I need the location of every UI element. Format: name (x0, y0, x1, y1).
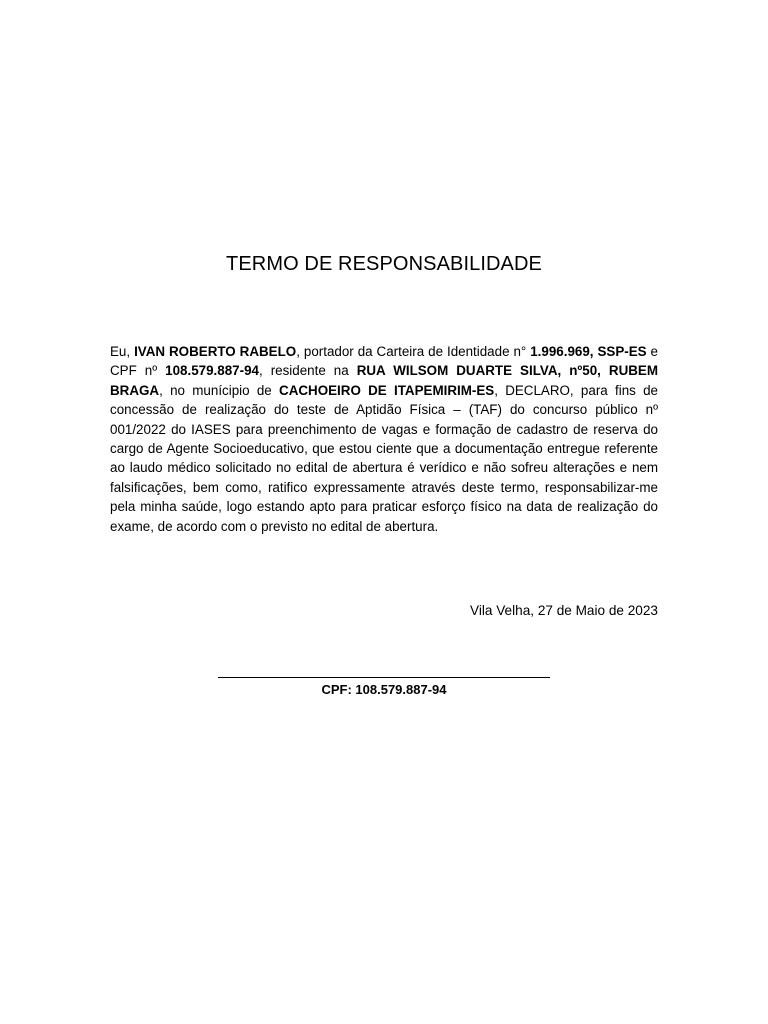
text-segment: , portador da Carteira de Identidade n° (296, 344, 531, 359)
text-segment: e CPF nº (110, 344, 658, 379)
address: RUA WILSOM DUARTE SILVA, nº50, RUBEM BRAGA (110, 363, 658, 398)
city: CACHOEIRO DE ITAPEMIRIM-ES (279, 382, 495, 398)
text-segment: , DECLARO, para fins de concessão de realização do teste de Aptidão Física – (TAF) do concurso público nº 001/2022 do IASES para preenchimento de vagas e formação de cadastro de reserva do cargo de Agente Socioeducativo, que estou ciente que a documentação entregue referente ao laudo médico solicitado no edital de abertura é verídico e não sofreu alterações e nem falsificações, bem como, ratifico expressamente através deste termo, responsabilizar-me pela minha saúde, logo estando apto para praticar esforço físico na data de realização do exame, de acordo com o previsto no edital de abertura. (110, 382, 659, 534)
place-and-date: Vila Velha, 27 de Maio de 2023 (470, 603, 658, 618)
text-segment: , residente na (258, 363, 357, 379)
text-segment: Eu, (110, 344, 135, 359)
declarant-name: IVAN ROBERTO RABELO (134, 344, 297, 359)
signature-line (218, 677, 550, 678)
text-segment: , no munícipio de (159, 382, 280, 398)
identity-number: 1.996.969, SSP-ES (530, 344, 647, 359)
signature-cpf: CPF: 108.579.887-94 (321, 682, 447, 697)
declaration-paragraph (110, 342, 658, 536)
cpf-number: 108.579.887-94 (165, 363, 259, 379)
document-title: TERMO DE RESPONSABILIDADE (226, 253, 542, 275)
